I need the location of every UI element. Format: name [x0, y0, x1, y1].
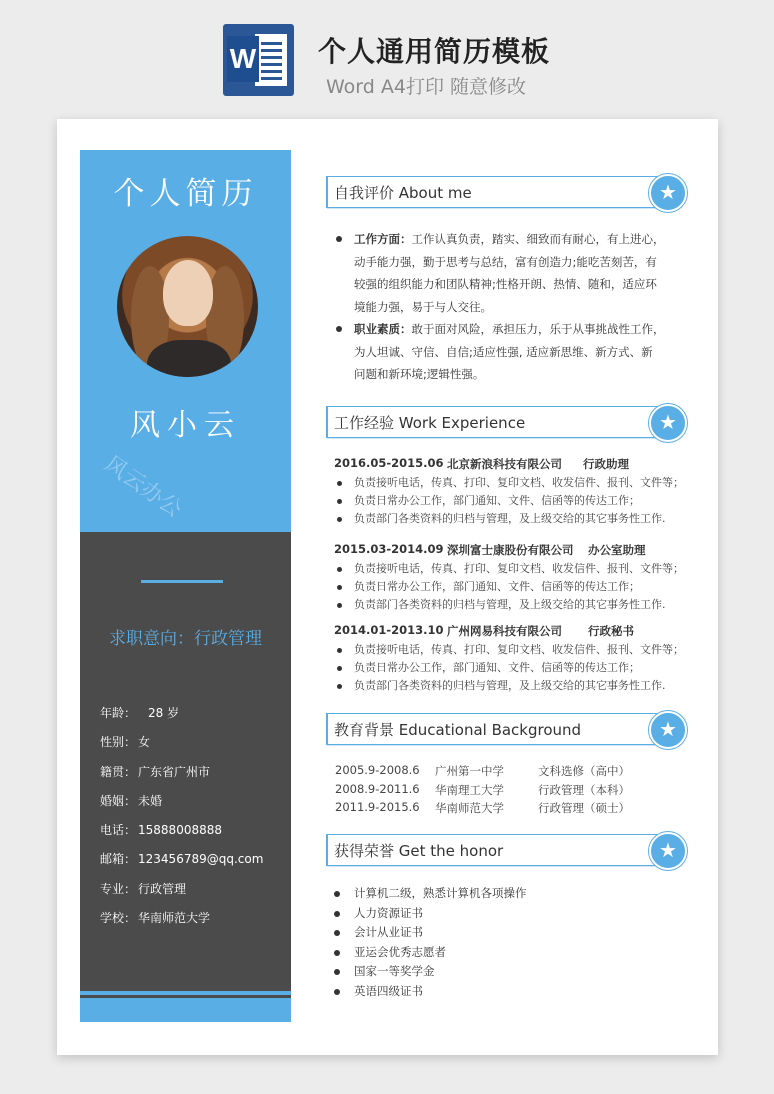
sidebar-footer-bar: [80, 998, 291, 1022]
about-item: 工作方面：工作认真负责，踏实、细致而有耐心，有上进心， 动手能力强，勤于思考与总结，富有创造力;能吃苦刻苦，有 较强的组织能力和团队精神;性格开朗、热情、随和，适应环 境能力强，易于与人交往。: [336, 228, 666, 318]
section-header-education: [326, 713, 682, 745]
star-icon: ★: [649, 711, 687, 749]
honor-item: 计算机二级，熟悉计算机各项操作: [334, 884, 527, 904]
honor-item: 国家一等奖学金: [334, 962, 527, 982]
document-lines: [255, 34, 287, 86]
job-entry: 2014.01-2013.10 广州网易科技有限公司 行政秘书 负责接听电话，传真、打印、复印文档、收发信件、报刊、文件等； 负责日常办公工作，部门通知、文件、信函等的传达工作； 负责部门各类资料的归档与管理，及上级交给的其它事务性工作.: [334, 623, 674, 695]
section-header-about: [326, 176, 682, 208]
honor-list: [334, 884, 527, 1002]
sidebar-divider: [141, 580, 223, 583]
word-logo-icon: [223, 24, 294, 96]
section-title-about: 自我评价 About me: [334, 184, 472, 202]
watermark: 风云办公: [99, 451, 187, 523]
section-title-education: 教育背景 Educational Background: [334, 721, 582, 739]
template-title: 个人通用简历模板: [318, 35, 551, 68]
section-header-work: [326, 406, 682, 438]
info-hometown: 籍贯： 广东省广州市: [100, 764, 211, 779]
personal-info: [100, 704, 263, 938]
star-icon: ★: [649, 404, 687, 442]
education-row: 2011.9-2015.6 华南师范大学 行政管理（硕士）: [335, 800, 630, 815]
about-content: [336, 228, 666, 386]
section-title-work: 工作经验 Work Experience: [334, 414, 526, 432]
word-letter: W: [227, 36, 259, 82]
job-entry: 2015.03-2014.09 深圳富士康股份有限公司 办公室助理 负责接听电话，传真、打印、复印文档、收发信件、报刊、文件等； 负责日常办公工作，部门通知、文件、信函等的传达工作； 负责部门各类资料的归档与管理，及上级交给的其它事务性工作.: [334, 542, 674, 614]
honor-item: 人力资源证书: [334, 904, 527, 924]
honor-item: 亚运会优秀志愿者: [334, 943, 527, 963]
job-intent: 求职意向：行政管理: [109, 629, 262, 649]
education-row: 2005.9-2008.6 广州第一中学 文科选修（高中）: [335, 763, 630, 778]
education-table: [335, 763, 655, 819]
resume-title: 个人简历: [113, 176, 258, 212]
section-title-honor: 获得荣誉 Get the honor: [334, 842, 504, 860]
info-major: 专业： 行政管理: [100, 881, 187, 896]
template-subtitle: Word A4打印 随意修改: [326, 76, 527, 98]
star-icon: ★: [649, 832, 687, 870]
info-age: 年龄： 28 岁: [100, 706, 180, 720]
section-header-honor: [326, 834, 682, 866]
honor-item: 英语四级证书: [334, 982, 527, 1002]
about-item: 职业素质：敢于面对风险，承担压力，乐于从事挑战性工作， 为人坦诚、守信、自信;适应性强, 适应新思维、新方式、新 问题和新环境;逻辑性强。: [336, 318, 666, 386]
education-row: 2008.9-2011.6 华南理工大学 行政管理（本科）: [335, 781, 630, 797]
info-marital: 婚姻： 未婚: [100, 793, 163, 808]
star-icon: ★: [649, 174, 687, 212]
person-name: 风小云: [130, 408, 241, 443]
honor-item: 会计从业证书: [334, 923, 527, 943]
info-gender: 性别： 女: [100, 735, 151, 750]
job-entry: 2016.05-2015.06 北京新浪科技有限公司 行政助理 负责接听电话，传真、打印、复印文档、收发信件、报刊、文件等； 负责日常办公工作，部门通知、文件、信函等的传达工作； 负责部门各类资料的归档与管理，及上级交给的其它事务性工作.: [334, 456, 674, 528]
info-school: 学校： 华南师范大学: [100, 911, 211, 926]
info-phone: 电话： 15888008888: [100, 823, 222, 838]
info-email: 邮箱： 123456789@qq.com: [100, 852, 264, 867]
sidebar-footer-line: [80, 991, 291, 995]
avatar: [117, 236, 258, 377]
